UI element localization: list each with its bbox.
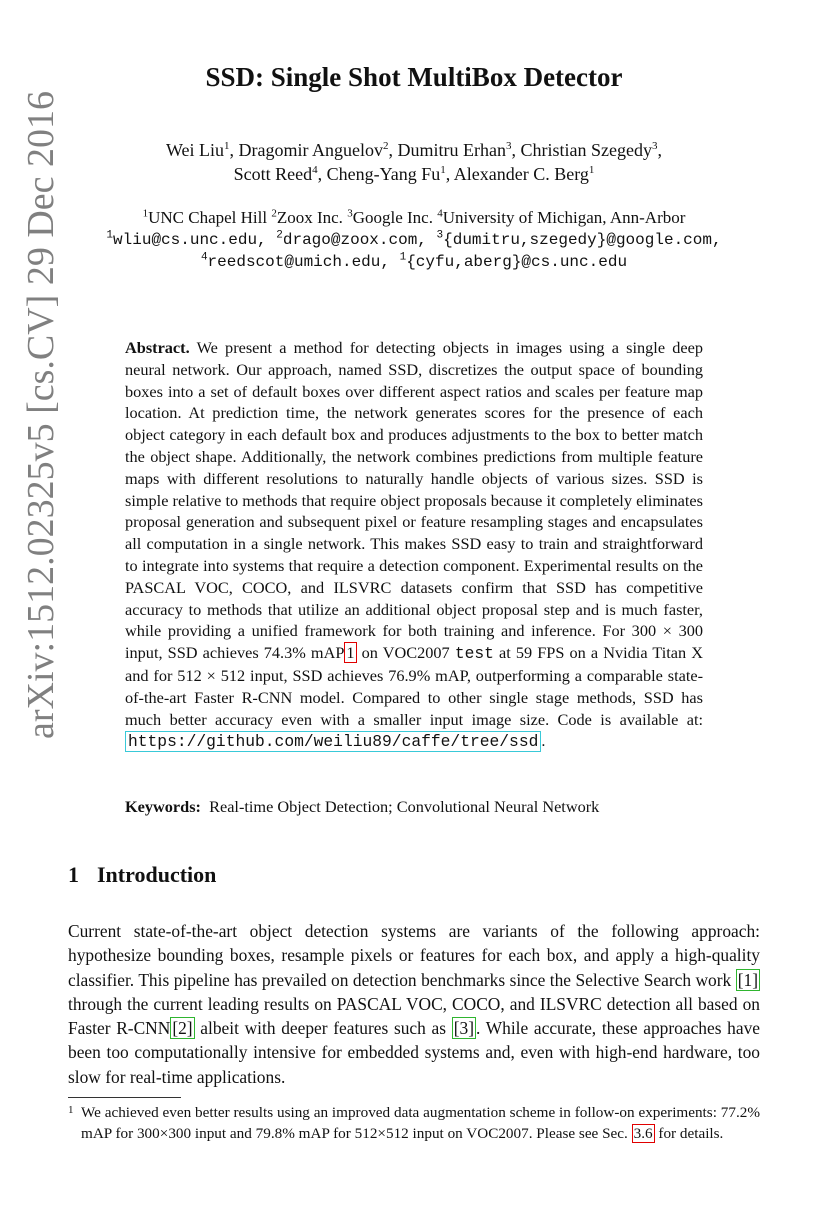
keywords-label: Keywords:: [125, 797, 201, 816]
section-number: 1: [68, 862, 79, 887]
author-name: Christian Szegedy: [520, 140, 652, 160]
affiliation: UNC Chapel Hill: [148, 208, 268, 227]
affil-mark: 3: [347, 207, 353, 220]
intro-paragraph: [68, 919, 760, 1089]
email-address: wliu@cs.unc.edu,: [113, 231, 267, 249]
footnote-reference-link[interactable]: 1: [346, 643, 355, 663]
author-affil-mark: 4: [312, 164, 318, 176]
footnote: [68, 1102, 760, 1145]
author-affil-mark: 1: [440, 164, 446, 176]
affiliations-line: [0, 208, 828, 228]
footnote-divider: [68, 1097, 181, 1098]
email-affil-mark: 1: [106, 229, 114, 242]
abstract: [125, 337, 703, 753]
affil-mark: 4: [437, 207, 443, 220]
section-heading: [68, 862, 216, 888]
email-line-2: [0, 253, 828, 271]
author-name: Dumitru Erhan: [397, 140, 507, 160]
keywords-text: Real-time Object Detection; Convolutional Neural Network: [209, 797, 600, 816]
author-name: Cheng-Yang Fu: [326, 164, 441, 184]
affiliation: Zoox Inc.: [276, 208, 343, 227]
email-line-1: [0, 231, 828, 249]
citation-link[interactable]: [1]: [737, 969, 758, 990]
author-name: Dragomir Anguelov: [238, 140, 384, 160]
author-name: Scott Reed: [233, 164, 313, 184]
abstract-text: We present a method for detecting objects in images using a single deep neural network. Our approach, named SSD, discretizes the output space of bounding boxes into a set of default boxes over different aspect ratios and scales per feature map location. At prediction time, the network generates scores for the presence of each object category in each default box and produces adjustments to the box to better match the object shape. Additionally, the network combines predictions from multiple feature maps with different resolutions to naturally handle objects of various sizes. SSD is simple relative to methods that require object proposals because it completely eliminates proposal generation and subsequent pixel or feature resampling stages and encapsulates all computation in a single network. This makes SSD easy to train and straightforward to integrate into systems that require a detection component. Experimental results on the PASCAL VOC, COCO, and ILSVRC datasets confirm that SSD has competitive accuracy to methods that utilize an additional object proposal step and is much faster, while providing a unified framework for both training and inference. For 300 × 300 input, SSD achieves 74.3% mAP: [125, 338, 703, 663]
footnote-text: for details.: [654, 1125, 724, 1143]
author-affil-mark: 3: [652, 140, 658, 152]
abstract-label: Abstract.: [125, 338, 190, 357]
email-address: {dumitru,szegedy}@google.com,: [443, 231, 722, 249]
author-affil-mark: 2: [383, 140, 389, 152]
section-reference-link[interactable]: 3.6: [633, 1125, 653, 1143]
footnote-mark: 1: [68, 1104, 74, 1116]
citation-link[interactable]: [3]: [453, 1018, 474, 1039]
email-affil-mark: 2: [276, 229, 283, 242]
section-title: Introduction: [97, 862, 217, 887]
email-address: reedscot@umich.edu,: [207, 253, 390, 271]
citation-link[interactable]: [2]: [172, 1018, 193, 1039]
author-line-2: Scott Reed$^4$, Cheng-Yang Fu$^1$, Alexander C. Berg$^1$: [233, 164, 595, 184]
email-affil-mark: 4: [200, 251, 208, 264]
arxiv-identifier-stamp: arXiv:1512.02325v5 [cs.CV] 29 Dec 2016: [20, 91, 62, 740]
intro-text: through the current leading results on PASCAL VOC, COCO, and ILSVRC detection all based on Faster R-CNN: [68, 993, 760, 1039]
author-name: Wei Liu: [166, 140, 225, 160]
intro-text: . While accurate, these approaches have been too computationally intensive for embedded systems and, even with high-end hardware, too slow for real-time applications.: [68, 1018, 760, 1087]
email-address: {cyfu,aberg}@cs.unc.edu: [406, 253, 628, 271]
intro-text: Current state-of-the-art object detection systems are variants of the following approach: hypothesize bounding boxes, resample pixels or features for each box, and apply a high-quality classifier. This pipeline has prevailed on detection benchmarks since the Selective Search work: [68, 921, 760, 990]
author-name: Alexander C. Berg: [453, 164, 589, 184]
affiliation: University of Michigan, Ann-Arbor: [442, 208, 686, 227]
author-affil-mark: 1: [588, 164, 595, 176]
intro-text: albeit with deeper features such as: [194, 1018, 452, 1039]
abstract-text: on VOC2007: [356, 643, 455, 663]
code-url-link[interactable]: https://github.com/weiliu89/caffe/tree/ssd: [125, 731, 541, 752]
abstract-text: .: [541, 731, 546, 751]
footnote-body: [81, 1102, 760, 1145]
keywords: [125, 797, 725, 817]
abstract-test-word: test: [454, 644, 494, 664]
affil-mark: 2: [271, 207, 277, 220]
author-affil-mark: 1: [224, 140, 230, 152]
affiliation: Google Inc.: [352, 208, 433, 227]
abstract-text: at 59 FPS on a Nvidia Titan X and for 512 × 512 input, SSD achieves 76.9% mAP, outperforming a comparable state-of-the-art Faster R-CNN model. Compared to other single stage methods, SSD has much better accuracy even with a smaller input image size. Code is available at:: [125, 643, 704, 729]
email-address: drago@zoox.com,: [282, 231, 427, 249]
email-affil-mark: 1: [399, 251, 407, 264]
footnote-text: We achieved even better results using an improved data augmentation scheme in follow-on experiments: 77.2% mAP for 300×300 input and 79.8% mAP for 512×512 input on VOC2007. Please see Sec.: [81, 1104, 760, 1143]
author-line-1: Wei Liu$^1$, Dragomir Anguelov$^2$, Dumitru Erhan$^3$, Christian Szegedy$^3$,: [166, 140, 662, 160]
author-affil-mark: 3: [506, 140, 512, 152]
paper-title: SSD: Single Shot MultiBox Detector: [205, 62, 623, 92]
email-affil-mark: 3: [436, 229, 444, 242]
affil-mark: 1: [142, 207, 149, 220]
